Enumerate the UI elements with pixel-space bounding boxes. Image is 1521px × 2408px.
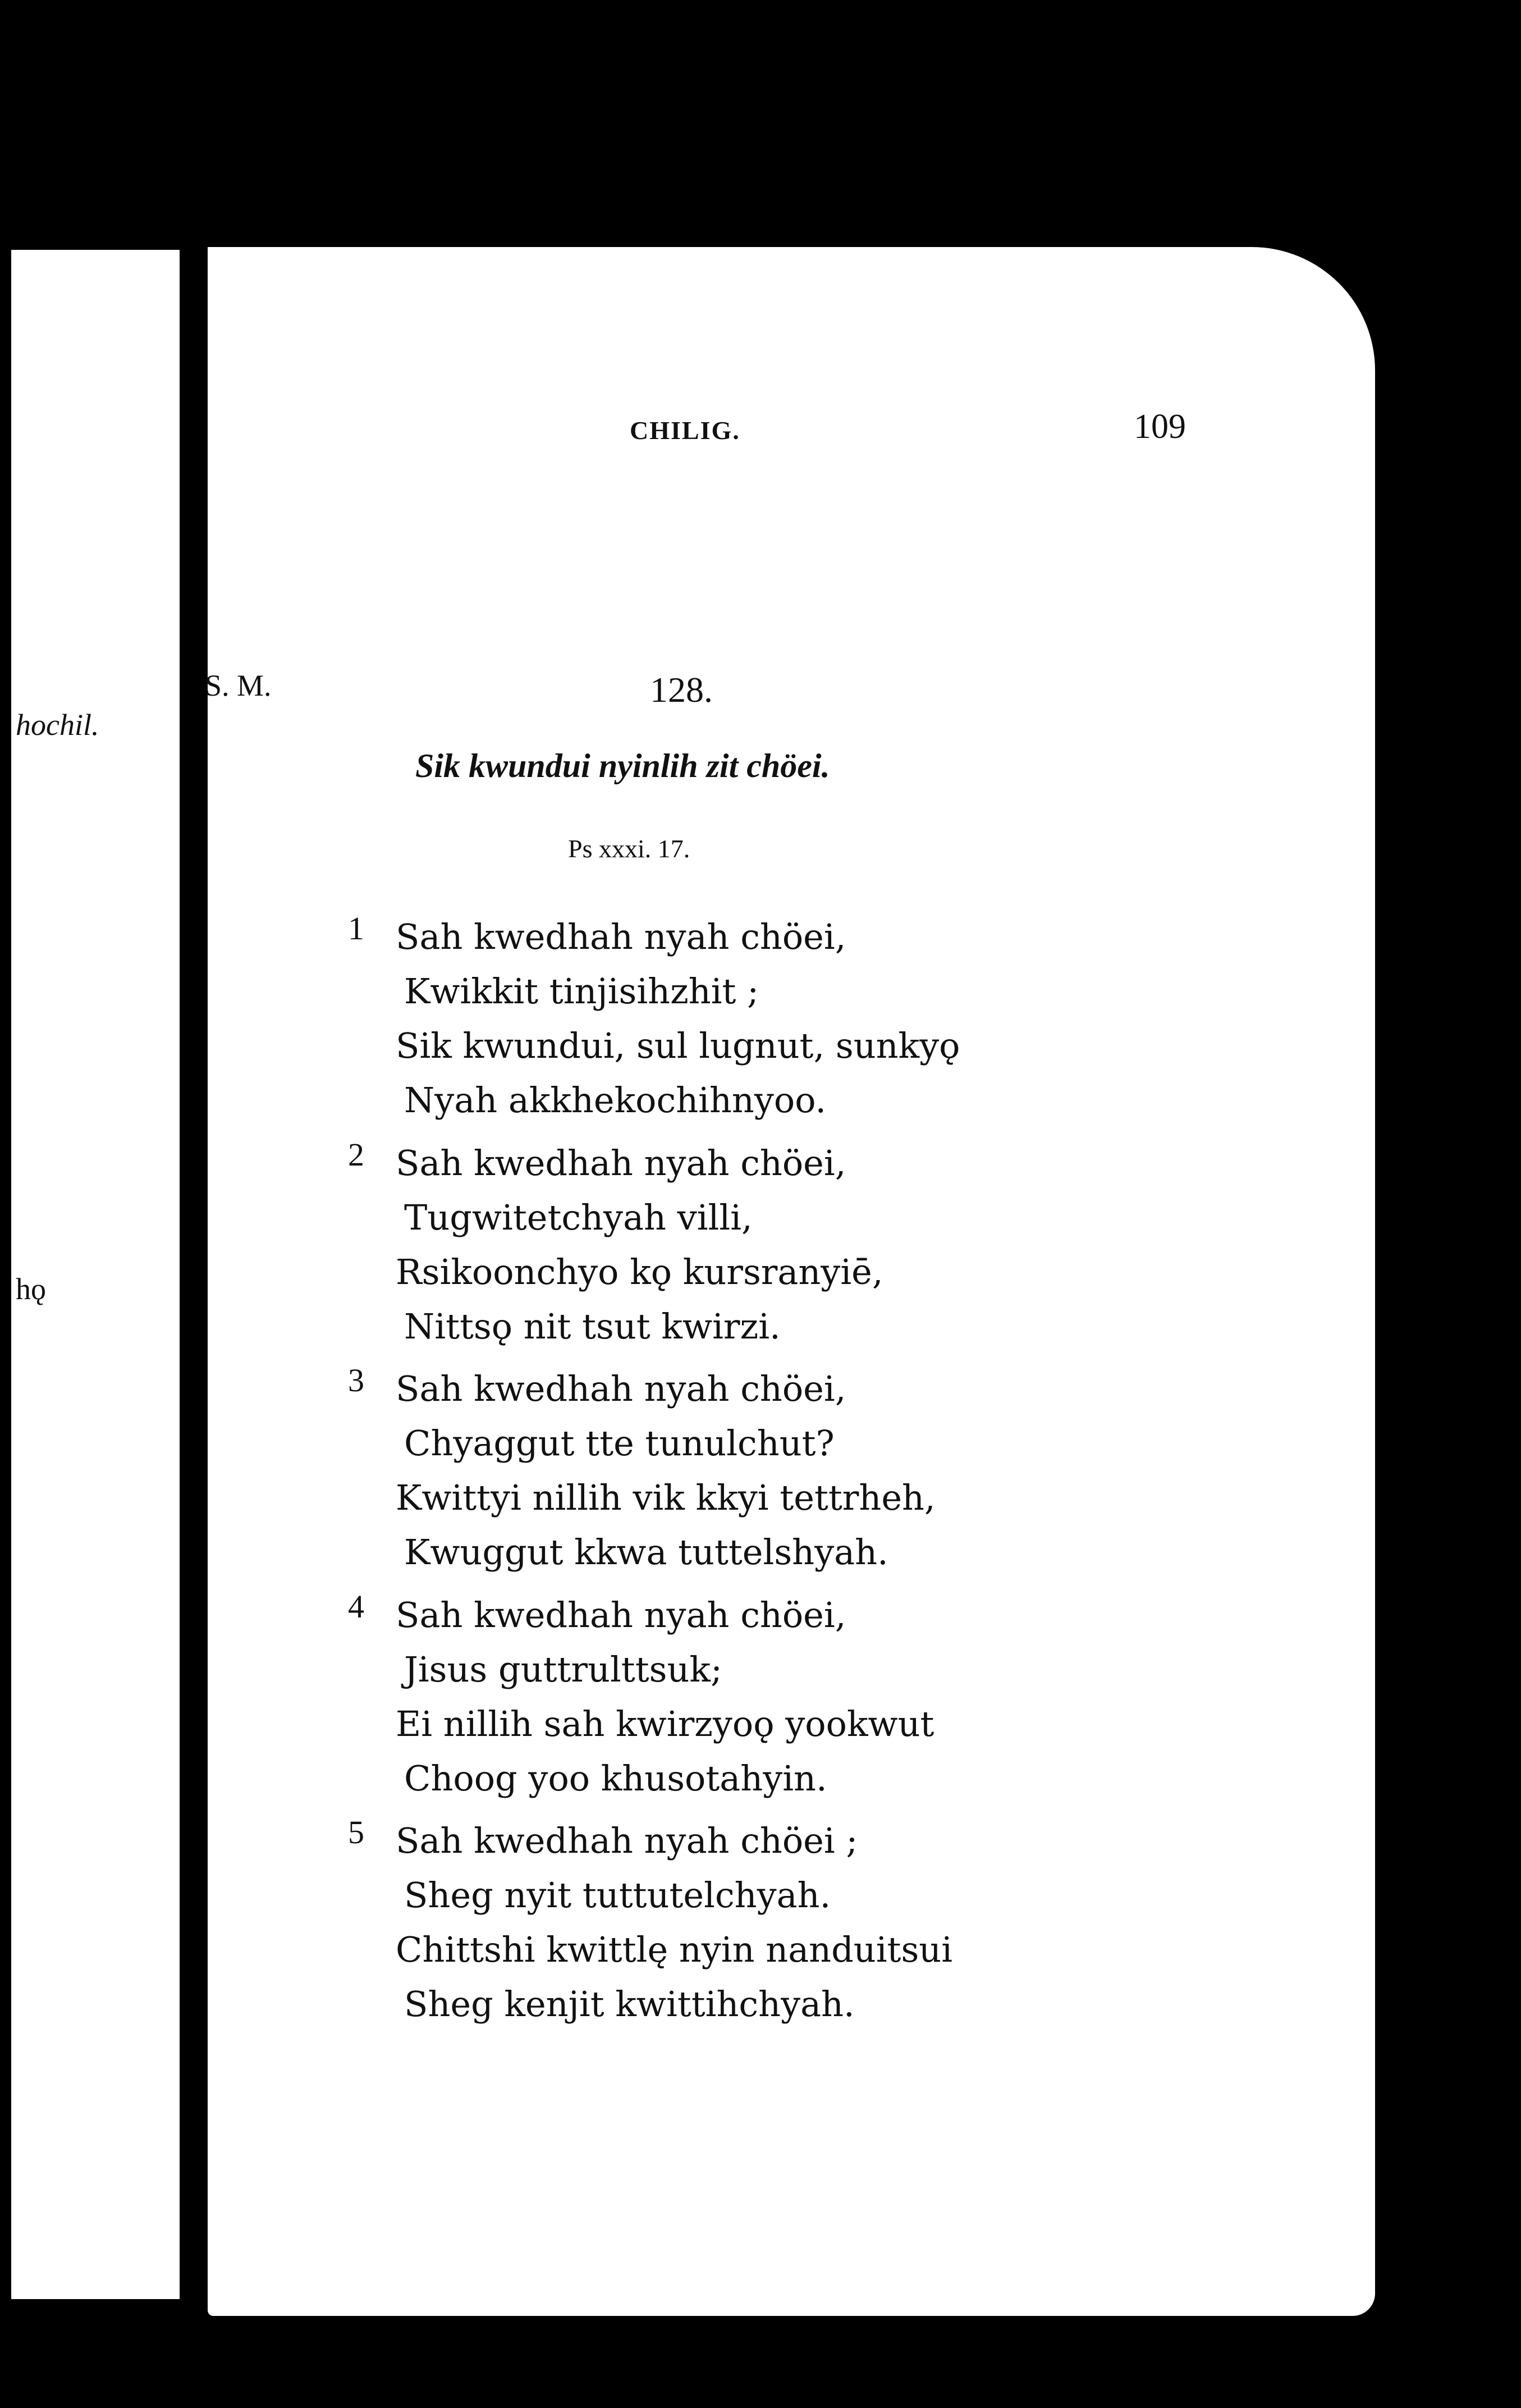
verse-line: Sheg kenjit kwittihchyah. <box>404 1984 855 2025</box>
hymn-title: Sik kwundui nyinlih zit chöei. <box>415 747 830 784</box>
verse-line: Nyah akkhekochihnyoo. <box>404 1080 827 1121</box>
hymn-number: 128. <box>650 670 713 710</box>
verse-line: Ei nillih sah kwirzyoǫ yookwut <box>396 1703 934 1744</box>
verse-line: Jisus guttrulttsuk; <box>404 1649 722 1690</box>
verse-line: Sah kwedhah nyah chöei ; <box>396 1820 858 1861</box>
verse-line: Kwittyi nillih vik kkyi tettrheh, <box>396 1477 936 1518</box>
previous-page-fragment: hǫ <box>16 1272 46 1306</box>
book-page <box>205 247 1375 2316</box>
verse-line: Kwuggut kkwa tuttelshyah. <box>404 1532 888 1573</box>
verse-line: Chittshi kwittlę nyin nanduitsui <box>396 1929 953 1970</box>
page-number: 109 <box>1134 408 1186 446</box>
stanza-number: 2 <box>348 1136 364 1173</box>
running-head: CHILIG. <box>630 416 740 445</box>
verse-line: Rsikoonchyo kǫ kursranyiē, <box>396 1251 883 1292</box>
stanza-number: 4 <box>348 1588 364 1625</box>
verse-line: Nittsǫ nit tsut kwirzi. <box>404 1306 781 1347</box>
previous-page-fragment: hochil. <box>16 708 99 742</box>
verse-line: Sah kwedhah nyah chöei, <box>396 1368 846 1409</box>
verse-line: Tugwitetchyah villi, <box>404 1197 753 1238</box>
stanza-number: 3 <box>348 1362 364 1399</box>
verse-line: Sah kwedhah nyah chöei, <box>396 1594 846 1635</box>
stanza-number: 5 <box>348 1814 364 1850</box>
verse-line: Sheg nyit tuttutelchyah. <box>404 1875 831 1916</box>
verse-line: Sik kwundui, sul lugnut, sunkyǫ <box>396 1025 960 1066</box>
stanza-number: 1 <box>348 910 364 947</box>
verse-line: Sah kwedhah nyah chöei, <box>396 916 846 957</box>
scripture-reference: Ps xxxi. 17. <box>568 834 690 863</box>
verse-line: Choog yoo khusotahyin. <box>404 1758 827 1799</box>
verse-line: Chyaggut tte tunulchut? <box>404 1423 835 1464</box>
verse-line: Sah kwedhah nyah chöei, <box>396 1143 846 1184</box>
previous-page-strip <box>11 250 180 2299</box>
verse-line: Kwikkit tinjisihzhit ; <box>404 971 759 1012</box>
hymn-meter: S. M. <box>205 669 272 702</box>
